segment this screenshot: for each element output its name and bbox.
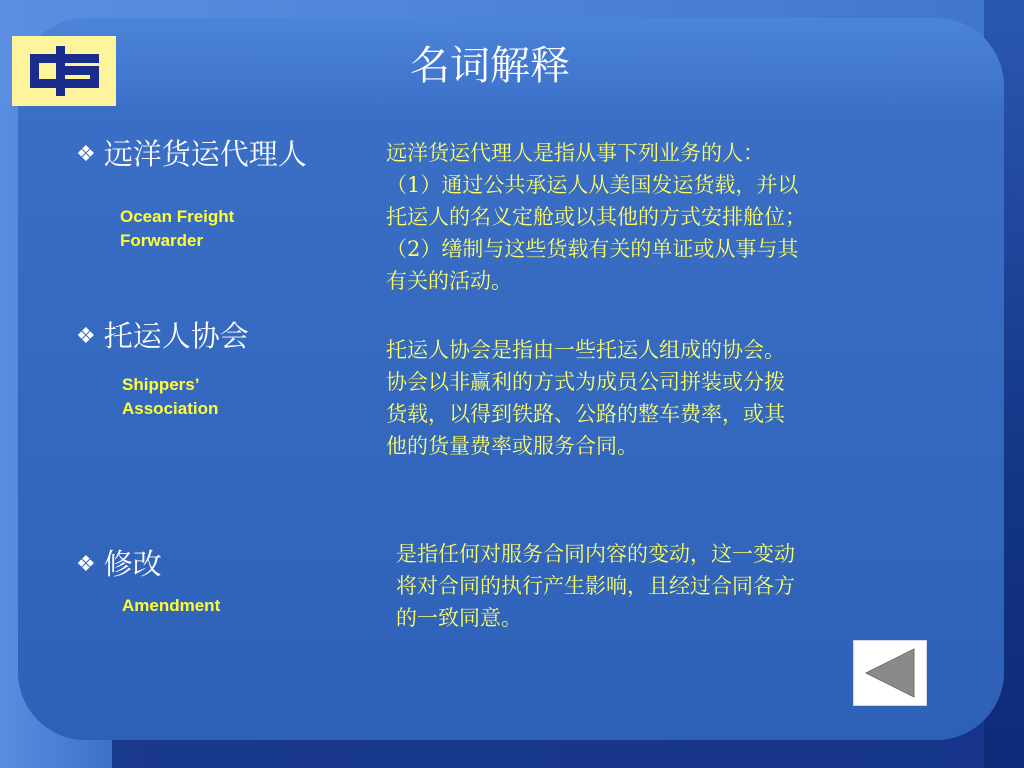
diamond-bullet-icon: ❖ [76,142,96,167]
term-item-amendment [76,546,162,586]
term-item-ocean-freight-forwarder [76,136,307,176]
description-line: 是指任何对服务合同内容的变动，这一变动 [396,542,795,566]
term-english [120,205,234,253]
term-english-line: Forwarder [120,231,204,250]
description-line: 远洋货运代理人是指从事下列业务的人： [386,141,764,165]
term-description [386,137,806,297]
description-line: 的一致同意。 [396,606,522,630]
term-english-line: Amendment [122,596,221,615]
cs-logo-icon [12,36,116,106]
description-line: 将对合同的执行产生影响，且经过合同各方 [396,574,795,598]
description-line: 有关的活动。 [386,269,512,293]
term-description [396,538,795,634]
term-english-line: Ocean Freight [120,207,235,226]
term-english-line: Association [122,399,219,418]
description-line: 托运人协会是指由一些托运人组成的协会。 [386,338,785,362]
description-line: 协会以非赢利的方式为成员公司拼装或分拨 [386,370,785,394]
description-line: 托运人的名义定舱或以其他的方式安排舱位； [386,205,806,229]
page-title: 名词解释 [410,43,570,89]
term-english-line: Shippers’ [122,375,200,394]
term-label: 远洋货运代理人 [103,137,307,171]
term-description [386,334,785,462]
term-label: 修改 [103,547,162,581]
company-logo [12,36,116,106]
term-english [122,373,218,421]
term-label: 托运人协会 [103,319,249,353]
diamond-bullet-icon: ❖ [76,324,96,349]
description-line: 他的货量费率或服务合同。 [386,434,638,458]
description-line: 货载，以得到铁路、公路的整车费率，或其 [386,402,785,426]
description-line: （2）缮制与这些货载有关的单证或从事与其 [386,237,799,261]
description-line: （1）通过公共承运人从美国发运货载，并以 [386,173,799,197]
back-button[interactable] [853,640,927,706]
diamond-bullet-icon: ❖ [76,552,96,577]
term-item-shippers-association [76,318,249,358]
triangle-left-icon [854,641,926,705]
term-english [122,594,220,618]
